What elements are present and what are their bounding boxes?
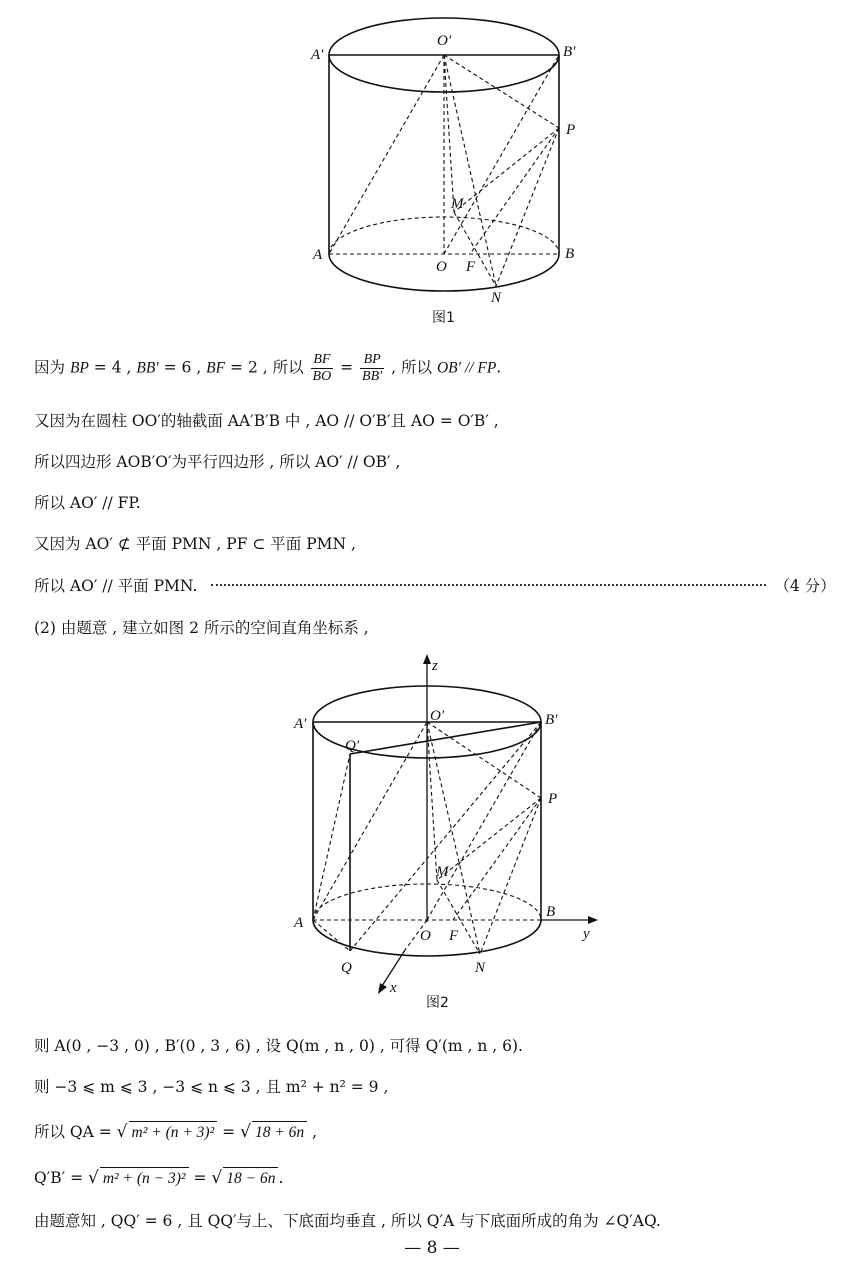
solution-line-5: 由题意知 , QQ′ = 6 , 且 QQ′与上、下底面均垂直 , 所以 Q′A 与下底面所成的角为 ∠Q′AQ.	[34, 1212, 661, 1230]
radical-qb-result: 18 − 6n	[223, 1167, 278, 1190]
label-b-prime-2: B′	[545, 712, 558, 728]
figure-2-diagram	[0, 650, 864, 1030]
score-label: （4 分）	[774, 577, 836, 595]
label-f: F	[466, 259, 476, 275]
label-n-2: N	[475, 960, 486, 976]
figure-1-diagram	[0, 0, 864, 340]
label-a-prime: A′	[311, 47, 324, 63]
label-b: B	[565, 246, 575, 262]
label-z: z	[432, 658, 438, 674]
label-q-prime: Q′	[345, 738, 360, 754]
part-2-intro: (2) 由题意 , 建立如图 2 所示的空间直角坐标系 ,	[34, 619, 369, 637]
label-b-prime: B′	[563, 44, 576, 60]
label-b-2: B	[546, 904, 556, 920]
proof-line-1: 因为 BP = 4 , BB′ = 6 , BF = 2 , 所以 $\frac{BF}{BO}$ = $\frac{BP}{BB'}$ , 所以 OB′ // FP.	[34, 352, 502, 384]
figure-2-caption: 图2	[426, 995, 449, 1011]
figure-1-caption: 图1	[432, 310, 455, 326]
dotted-leader	[211, 584, 766, 586]
label-x: x	[390, 980, 397, 996]
label-n: N	[491, 290, 502, 306]
proof-line-5: 又因为 AO′ ⊄ 平面 PMN , PF ⊂ 平面 PMN ,	[34, 535, 356, 553]
label-q: Q	[341, 960, 352, 976]
label-m-2: M	[436, 864, 449, 880]
label-p: P	[566, 122, 576, 138]
label-o: O	[436, 259, 447, 275]
label-p-2: P	[548, 791, 558, 807]
radical-qa-result: 18 + 6n	[252, 1121, 307, 1144]
radical-qa: m² + (n + 3)²	[129, 1121, 218, 1144]
label-m: M	[451, 196, 464, 212]
proof-line-4: 所以 AO′ // FP.	[34, 494, 141, 512]
solution-line-4: Q′B′ = √ m² + (n − 3)² = √ 18 − 6n .	[34, 1168, 284, 1188]
label-y: y	[583, 926, 590, 942]
proof-line-6: 所以 AO′ // 平面 PMN. （4 分）	[34, 577, 836, 595]
solution-line-3: 所以 QA = √ m² + (n + 3)² = √ 18 + 6n ,	[34, 1122, 318, 1142]
solution-line-2: 则 −3 ⩽ m ⩽ 3 , −3 ⩽ n ⩽ 3 , 且 m² + n² = 9 ,	[34, 1078, 389, 1096]
label-a-prime-2: A′	[294, 716, 307, 732]
label-o-prime: O′	[437, 33, 452, 49]
proof-line-3: 所以四边形 AOB′O′为平行四边形 , 所以 AO′ // OB′ ,	[34, 453, 401, 471]
fraction-bf-bo: $\frac{BF}{BO}$	[312, 352, 332, 384]
page-number: — 8 —	[404, 1238, 460, 1258]
label-a-2: A	[294, 915, 304, 931]
fraction-bp-bb: $\frac{BP}{BB'}$	[362, 352, 383, 384]
radical-qb: m² + (n − 3)²	[100, 1167, 189, 1190]
proof-line-2: 又因为在圆柱 OO′的轴截面 AA′B′B 中 , AO // O′B′且 AO = O′B′ ,	[34, 412, 499, 430]
solution-line-1: 则 A(0 , −3 , 0) , B′(0 , 3 , 6) , 设 Q(m , n , 0) , 可得 Q′(m , n , 6).	[34, 1037, 523, 1055]
label-f-2: F	[449, 928, 459, 944]
label-o-2: O	[420, 928, 431, 944]
label-o-prime-2: O′	[430, 708, 445, 724]
label-a: A	[313, 247, 323, 263]
